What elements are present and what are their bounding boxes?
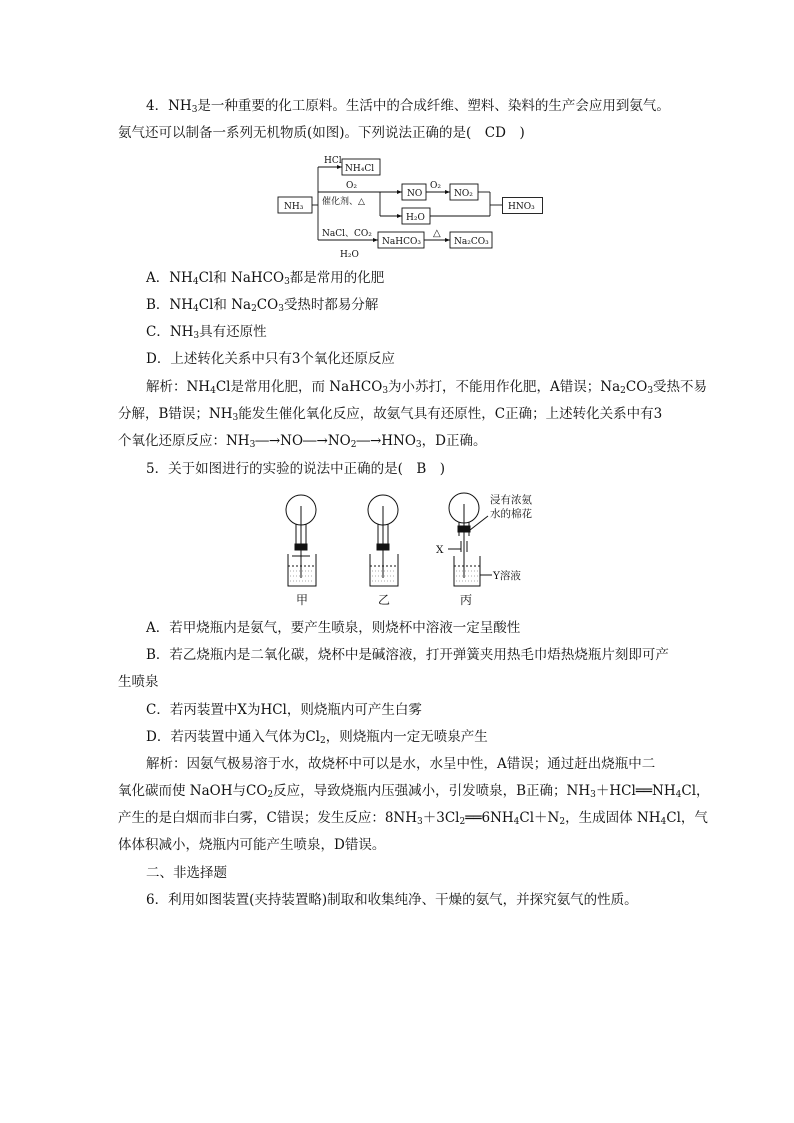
section-heading: 二、非选择题 — [146, 865, 227, 881]
o2-label-a: O₂ — [346, 181, 357, 191]
q5-option-d: D．若丙装置中通入气体为$Cl_2$，则烧瓶内一定无喷泉产生 — [146, 729, 488, 746]
cotton-label-2: 水的棉花 — [490, 508, 532, 520]
na2co3-label: Na₂CO₃ — [454, 237, 489, 247]
nh4cl-label: NH₄Cl — [345, 164, 375, 174]
x-label: X — [436, 544, 444, 556]
hcl-label: HCl — [324, 156, 342, 166]
q4-stem-line2: 氨气还可以制备一系列无机物质(如图)。下列说法正确的是( CD ) — [118, 125, 525, 141]
q4-option-b: B．$NH_4Cl$和 $Na_2CO_3$受热时都易分解 — [146, 297, 379, 314]
label-yi: 乙 — [378, 593, 391, 607]
q4-analysis-line2: 分解，B错误；$NH_3$能发生催化氧化反应，故氨气具有还原性，C正确；上述转化关系中有3 — [118, 406, 663, 423]
q4-option-a: A．$NH_4Cl$和 NaHCO$_3$都是常用的化肥 — [146, 270, 385, 287]
label-bing: 丙 — [460, 593, 473, 607]
h2o-box-label: H₂O — [406, 213, 425, 223]
q4-analysis-line3: 个氧化还原反应：$NH_3―\to NO―\to NO_2―\to HNO_3$，D正确。 — [118, 433, 487, 450]
q5-option-a: A．若甲烧瓶内是氨气，要产生喷泉，则烧杯中溶液一定呈酸性 — [146, 620, 521, 636]
q6-stem: 6．利用如图装置(夹持装置略)制取和收集纯净、干燥的氨气，并探究氨气的性质。 — [146, 892, 638, 908]
q4-option-c: C．$NH_3$具有还原性 — [146, 324, 267, 341]
y-solution-label: Y溶液 — [493, 570, 521, 582]
q5-option-b-line2: 生喷泉 — [118, 674, 159, 690]
q5-analysis-line2: 氧化碳而使 NaOH与$CO_2$反应，导致烧瓶内压强减小，引发喷泉，B正确；$NH_3+HCl══NH_4Cl$， — [118, 783, 710, 800]
q5-option-b-line1: B．若乙烧瓶内是二氧化碳，烧杯中是碱溶液，打开弹簧夹用热毛巾焐热烧瓶片刻即可产 — [146, 647, 669, 663]
o2-label-b: O₂ — [430, 181, 441, 191]
label-jia: 甲 — [296, 593, 309, 607]
nh3-label: NH₃ — [284, 202, 304, 212]
q5-analysis-line1: 解析：因氨气极易溶于水，故烧杯中可以是水，水呈中性，A错误；通过赶出烧瓶中二 — [146, 756, 656, 772]
hno3-label: HNO₃ — [508, 202, 535, 212]
q4-stem-line1: 4．$NH_3$是一种重要的化工原料。生活中的合成纤维、塑料、染料的生产会应用到氨气。 — [146, 98, 670, 115]
q5-analysis-line3: 产生的是白烟而非白雾，C错误；发生反应：$8NH_3+3Cl_2══6NH_4Cl+N_2$，生成固体 $NH_4Cl$，气 — [118, 810, 708, 827]
nacl-co2-label: NaCl、CO₂ — [322, 229, 372, 239]
ammonia-flow-diagram — [270, 150, 510, 262]
q5-option-c: C．若丙装置中X为HCl，则烧瓶内可产生白雾 — [146, 702, 422, 718]
no2-label: NO₂ — [454, 189, 473, 199]
q5-stem: 5．关于如图进行的实验的说法中正确的是( B ) — [146, 461, 446, 477]
fountain-apparatus-figure — [270, 486, 550, 611]
q4-option-d: D．上述转化关系中只有3个氧化还原反应 — [146, 351, 395, 367]
catalyst-label: 催化剂、△ — [322, 197, 365, 207]
cotton-label-1: 浸有浓氨 — [490, 494, 532, 506]
heat-label: △ — [433, 228, 441, 239]
nahco3-label: NaHCO₃ — [382, 237, 421, 247]
beaker-bing — [454, 556, 480, 586]
h2o-label: H₂O — [340, 250, 359, 260]
hno3-box — [502, 197, 546, 215]
no-label: NO — [407, 189, 423, 199]
q4-analysis-line1: 解析：$NH_4Cl$是常用化肥，而 NaHCO$_3$为小苏打，不能用作化肥，A错误；$Na_2CO_3$受热不易 — [146, 379, 708, 396]
q5-analysis-line4: 体体积减小，烧瓶内可能产生喷泉，D错误。 — [118, 837, 386, 853]
